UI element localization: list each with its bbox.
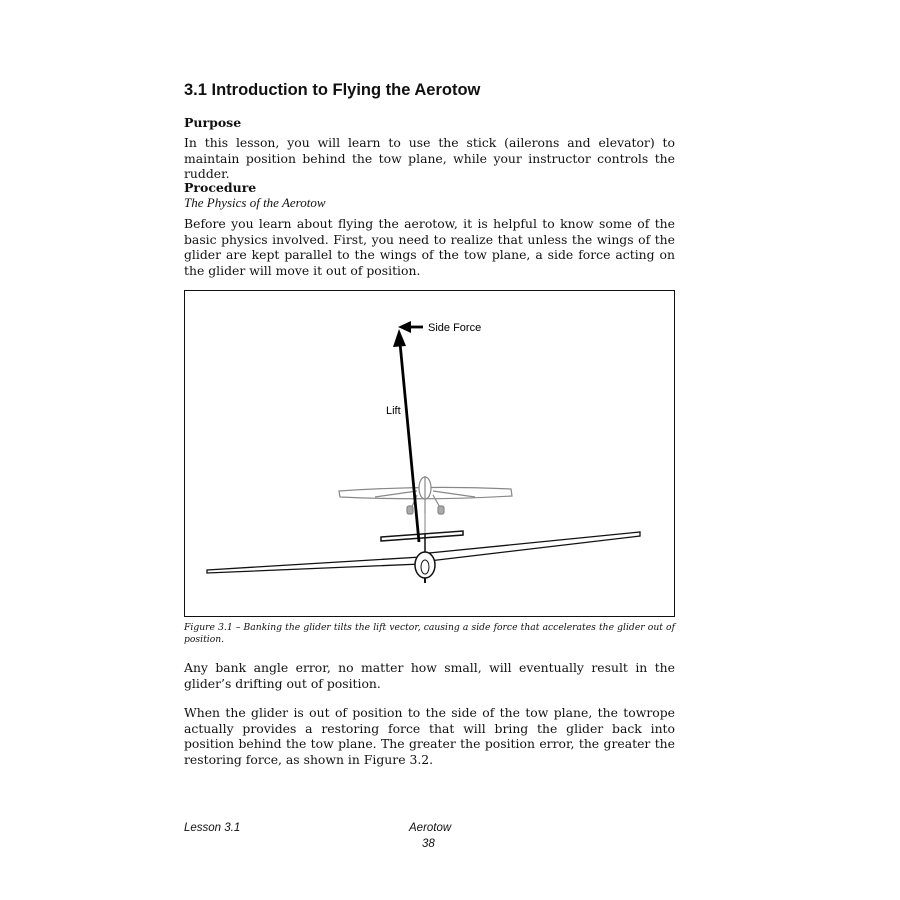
figure-caption: Figure 3.1 – Banking the glider tilts the lift vector, causing a side force that accelerates the glider out of position. — [184, 622, 675, 645]
footer-chapter: Aerotow — [409, 822, 452, 834]
body-paragraph-1: Any bank angle error, no matter how small, will eventually result in the glider’s drifting out of position. — [184, 660, 675, 691]
footer-lesson: Lesson 3.1 — [184, 822, 241, 834]
figure-illustration — [185, 291, 676, 618]
procedure-paragraph: Before you learn about flying the aerotow, it is helpful to know some of the basic physics involved. First, you need to realize that unless the wings of the glider are kept parallel to the wings of the tow plane, a side force acting on the glider will move it out of position. — [184, 216, 675, 278]
glider-tail — [381, 531, 463, 541]
purpose-paragraph: In this lesson, you will learn to use the stick (ailerons and elevator) to maintain position behind the tow plane, while your instructor controls the rudder. — [184, 135, 675, 182]
figure-3-1 — [184, 290, 675, 617]
side-force-label: Side Force — [428, 322, 482, 334]
purpose-heading: Purpose — [184, 115, 242, 130]
side-force-arrowhead — [398, 321, 411, 333]
page-number: 38 — [422, 838, 435, 850]
body-paragraph-2: When the glider is out of position to the side of the tow plane, the towrope actually provides a restoring force that will bring the glider back into position behind the tow plane. The greater the position error, the greater the restoring force, as shown in Figure 3.2. — [184, 705, 675, 767]
lift-label: Lift — [386, 405, 401, 417]
procedure-subheading: The Physics of the Aerotow — [184, 195, 326, 210]
procedure-heading: Procedure — [184, 180, 257, 195]
lift-arrowhead — [393, 329, 406, 347]
section-title: 3.1 Introduction to Flying the Aerotow — [184, 81, 481, 99]
